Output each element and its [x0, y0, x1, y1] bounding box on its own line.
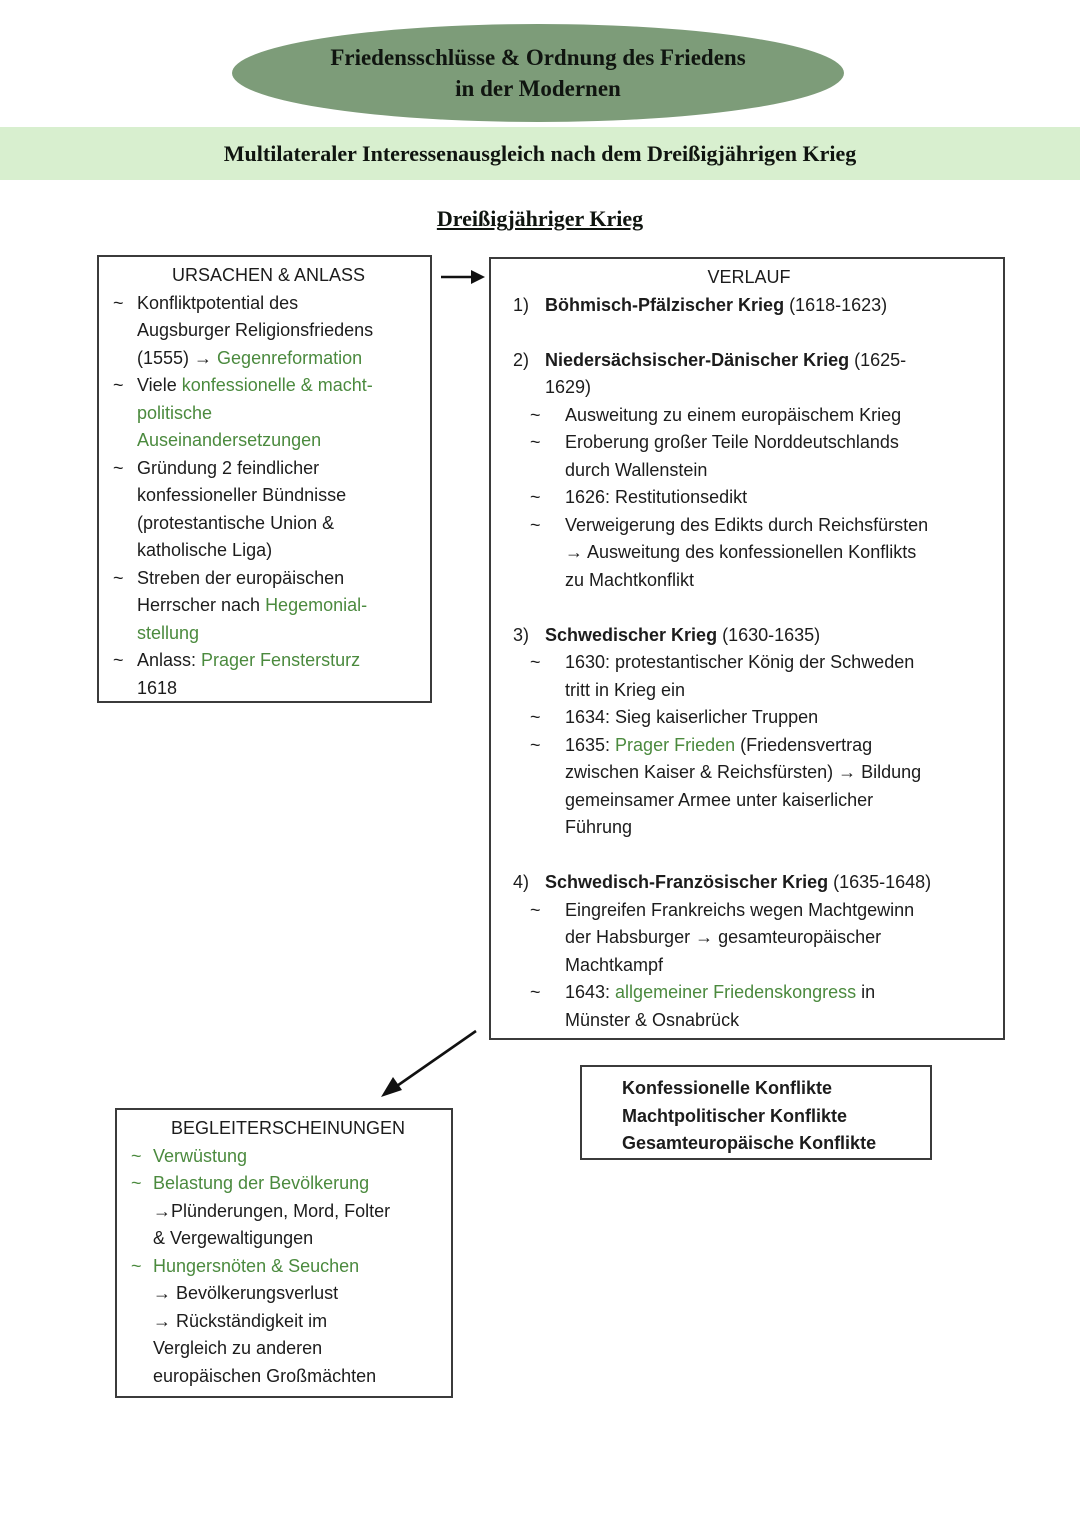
text-run: Eroberung großer Teile Norddeutschlands — [565, 432, 899, 452]
entry-title — [545, 347, 995, 402]
verlauf-entries — [503, 292, 995, 1035]
begleit-box-title: BEGLEITERSCHEINUNGEN — [170, 1118, 406, 1138]
list-item — [530, 512, 995, 595]
text-run: konfessioneller Bündnisse — [137, 485, 347, 505]
text-run: Böhmisch-Pfälzischer Krieg — [545, 294, 785, 315]
tilde-bullet: ~ — [530, 707, 541, 727]
list-item-text — [137, 565, 424, 648]
conflict-types-lines — [622, 1075, 922, 1158]
text-run: → Bevölkerungsverlust — [153, 1283, 339, 1303]
text-run: Konfliktpotential des — [137, 292, 299, 313]
text-run: durch Wallenstein — [565, 459, 708, 480]
text-run: europäischen Großmächten — [153, 1365, 377, 1386]
list-item — [113, 647, 424, 702]
tilde-bullet: ~ — [113, 457, 124, 478]
text-run: (Friedensvertrag — [735, 734, 873, 755]
ursachen-list — [113, 290, 424, 703]
text-run: 1618 — [137, 677, 178, 698]
text-run: Verwüstung — [153, 1145, 248, 1166]
tilde-bullet: ~ — [131, 1255, 142, 1276]
entry-sublist — [530, 402, 995, 595]
list-item-text — [565, 897, 995, 980]
text-run: katholische Liga) — [137, 540, 273, 560]
text-run: Streben der europäischen — [137, 567, 345, 588]
text-run: (1625- — [849, 349, 907, 370]
text-run: → Ausweitung des konfessionellen Konflikts — [565, 542, 917, 562]
tilde-bullet: ~ — [113, 292, 124, 313]
text-run: Anlass: — [137, 650, 202, 670]
conflict-type-label: Gesamteuropäische Konflikte — [622, 1133, 877, 1153]
text-run: (1555) → — [137, 347, 218, 368]
text-run: Führung — [565, 817, 633, 837]
text-run: Prager Frieden — [615, 734, 736, 755]
page-title-line2: in der Modernen — [455, 76, 621, 101]
text-run: Gegenreformation — [217, 347, 363, 368]
entry-title — [545, 869, 995, 897]
list-item-text — [565, 979, 995, 1034]
text-run: politische — [137, 402, 213, 423]
list-item-text — [153, 1253, 445, 1391]
text-run: 1643: — [565, 982, 616, 1002]
text-run: Niedersächsischer-Dänischer Krieg — [545, 349, 850, 370]
arrow-diagonal-connector — [372, 1022, 484, 1104]
entry-number: 3) — [513, 624, 530, 645]
text-run: Prager Fenstersturz — [201, 650, 361, 670]
begleit-list — [131, 1143, 445, 1391]
tilde-bullet: ~ — [131, 1173, 142, 1193]
list-item — [530, 429, 995, 484]
text-run: stellung — [137, 622, 200, 643]
text-run: Verweigerung des Edikts durch Reichsfürsten — [565, 514, 929, 535]
list-item-text — [137, 647, 424, 702]
list-item-text — [137, 290, 424, 373]
tilde-bullet: ~ — [530, 514, 541, 535]
text-run: (1618-1623) — [784, 294, 888, 315]
list-item-text — [565, 649, 995, 704]
text-run: Hegemonial- — [265, 595, 368, 615]
conflict-type-label: Konfessionelle Konflikte — [622, 1078, 833, 1098]
text-run: Viele — [137, 375, 182, 395]
conflict-type-label: Machtpolitischer Konflikte — [622, 1105, 848, 1126]
text-run: gemeinsamer Armee unter kaiserlicher — [565, 789, 874, 810]
text-run: (1630-1635) — [717, 624, 821, 645]
text-run: 1629) — [545, 377, 592, 397]
begleiterscheinungen-box — [115, 1108, 453, 1398]
verlauf-entry-heading — [503, 869, 995, 897]
list-item — [131, 1143, 445, 1171]
text-run: Eingreifen Frankreichs wegen Machtgewinn — [565, 899, 915, 920]
title-ellipse — [232, 24, 844, 122]
list-item — [131, 1170, 445, 1253]
verlauf-entry-heading — [503, 292, 995, 320]
list-item-text — [565, 704, 995, 732]
list-item — [113, 372, 424, 455]
text-run: Schwedischer Krieg — [545, 624, 718, 645]
text-run: 1634: Sieg kaiserlicher Truppen — [565, 707, 819, 727]
verlauf-entry — [503, 869, 995, 1034]
text-run: Belastung der Bevölkerung — [153, 1173, 370, 1193]
ursachen-anlass-box — [97, 255, 432, 703]
list-item-text — [153, 1143, 445, 1171]
tilde-bullet: ~ — [113, 650, 124, 670]
text-run: Schwedisch-Französischer Krieg — [545, 872, 829, 892]
list-item — [530, 484, 995, 512]
entry-title — [545, 622, 995, 650]
tilde-bullet: ~ — [530, 432, 541, 452]
text-run: →Plünderungen, Mord, Folter — [153, 1200, 391, 1221]
tilde-bullet: ~ — [530, 982, 541, 1002]
list-item — [530, 402, 995, 430]
tilde-bullet: ~ — [113, 567, 124, 588]
verlauf-box-title: VERLAUF — [707, 267, 791, 287]
entry-number: 1) — [513, 294, 530, 315]
text-run: (protestantische Union & — [137, 512, 335, 533]
text-run: tritt in Krieg ein — [565, 679, 686, 700]
entry-number: 2) — [513, 349, 530, 370]
text-run: → Rückständigkeit im — [153, 1310, 328, 1331]
list-item — [530, 649, 995, 704]
verlauf-entry — [503, 347, 995, 595]
entry-sublist — [530, 897, 995, 1035]
text-run: zwischen Kaiser & Reichsfürsten) → Bildung — [565, 762, 922, 782]
tilde-bullet: ~ — [113, 375, 124, 395]
ursachen-box-title: URSACHEN & ANLASS — [171, 265, 366, 285]
section-heading — [0, 206, 1080, 232]
list-item — [113, 565, 424, 648]
text-run: der Habsburger → gesamteuropäischer — [565, 927, 882, 947]
text-run: 1626: Restitutionsedikt — [565, 487, 748, 507]
entry-number: 4) — [513, 872, 530, 892]
tilde-bullet: ~ — [530, 899, 541, 920]
page-title-line1: Friedensschlüsse & Ordnung des Friedens — [330, 45, 746, 70]
list-item — [131, 1253, 445, 1391]
list-item — [530, 897, 995, 980]
tilde-bullet: ~ — [530, 734, 541, 755]
entry-title — [545, 292, 995, 320]
text-run: 1635: — [565, 734, 616, 755]
text-run: & Vergewaltigungen — [153, 1228, 314, 1248]
list-item — [530, 704, 995, 732]
tilde-bullet: ~ — [530, 487, 541, 507]
text-run: Herrscher nach — [137, 595, 266, 615]
text-run: in — [856, 982, 876, 1002]
text-run: Augsburger Religionsfriedens — [137, 320, 374, 340]
subtitle-banner — [0, 127, 1080, 180]
text-run: Münster & Osnabrück — [565, 1009, 740, 1030]
text-run: Gründung 2 feindlicher — [137, 457, 320, 478]
text-run: konfessionelle & macht- — [181, 375, 373, 395]
verlauf-entry — [503, 292, 995, 320]
text-run: Auseinandersetzungen — [137, 430, 322, 450]
page-title — [330, 42, 745, 104]
subtitle-banner-text: Multilateraler Interessenausgleich nach dem Dreißigjährigen Krieg — [223, 140, 857, 166]
text-run: allgemeiner Friedenskongress — [615, 982, 857, 1002]
list-item — [530, 979, 995, 1034]
text-run: 1630: protestantischer König der Schweden — [565, 652, 915, 672]
section-heading-text: Dreißigjähriger Krieg — [436, 206, 644, 231]
tilde-bullet: ~ — [131, 1145, 142, 1166]
list-item-text — [565, 402, 995, 430]
list-item-text — [153, 1170, 445, 1253]
list-item-text — [137, 455, 424, 565]
conflict-types-box — [580, 1065, 932, 1160]
verlauf-entry-heading — [503, 622, 995, 650]
text-run: Machtkampf — [565, 954, 664, 975]
tilde-bullet: ~ — [530, 652, 541, 672]
arrow-right-connector — [438, 264, 488, 290]
text-run: (1635-1648) — [828, 872, 932, 892]
text-run: Vergleich zu anderen — [153, 1338, 323, 1358]
list-item-text — [137, 372, 424, 455]
list-item-text — [565, 484, 995, 512]
entry-sublist — [530, 649, 995, 842]
text-run: zu Machtkonflikt — [565, 569, 695, 590]
verlauf-entry-heading — [503, 347, 995, 402]
verlauf-box — [489, 257, 1005, 1040]
text-run: Ausweitung zu einem europäischem Krieg — [565, 404, 902, 425]
tilde-bullet: ~ — [530, 404, 541, 425]
list-item — [530, 732, 995, 842]
list-item — [113, 455, 424, 565]
list-item-text — [565, 512, 995, 595]
list-item-text — [565, 732, 995, 842]
verlauf-entry — [503, 622, 995, 842]
list-item-text — [565, 429, 995, 484]
list-item — [113, 290, 424, 373]
text-run: Hungersnöten & Seuchen — [153, 1255, 360, 1276]
